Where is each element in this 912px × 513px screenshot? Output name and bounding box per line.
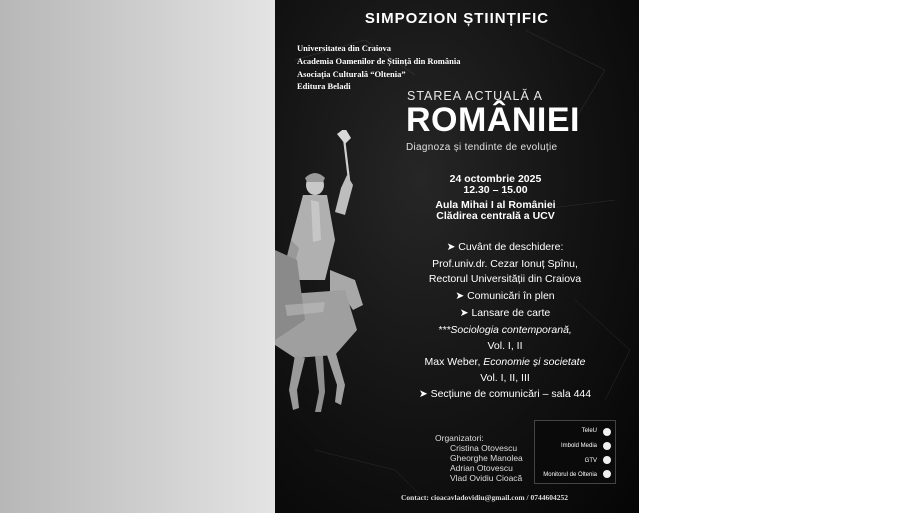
organization-line: Asociația Culturală “Oltenia”: [297, 69, 406, 79]
event-room: Aula Mihai I al României: [435, 199, 556, 211]
organizer-name: Vlad Ovidiu Cioacă: [450, 473, 523, 483]
organization-line: Universitatea din Craiova: [297, 43, 391, 53]
event-time: 12.30 – 15.00: [463, 184, 528, 196]
media-logo-icon: [603, 470, 611, 478]
media-partner-label: Monitorul de Oltenia: [543, 472, 597, 478]
book2-volumes: Vol. I, II, III: [480, 372, 530, 384]
event-date: 24 octombrie 2025: [449, 173, 542, 185]
organization-line: Editura Beladi: [297, 81, 351, 91]
media-partner-label: GTV: [584, 458, 597, 464]
poster: [275, 0, 639, 513]
organizer-name: Gheorghe Manolea: [450, 453, 523, 463]
media-logo-icon: [603, 442, 611, 450]
program-item-plenary: ➤ Comunicări în plen: [455, 290, 555, 302]
program-item-opening: ➤ Cuvânt de deschidere:: [446, 241, 564, 253]
media-logo-icon: [603, 456, 611, 464]
organizer-name: Adrian Otovescu: [450, 463, 513, 473]
organizers-heading: Organizatori:: [435, 433, 484, 443]
book2-author: Max Weber,: [424, 356, 484, 368]
book2-line: [365, 356, 639, 368]
book1-title: ***Sociologia contemporană,: [438, 324, 572, 336]
contact-info: Contact: cioacavladovidiu@gmail.com / 0744604252: [401, 493, 568, 502]
media-logo-icon: [603, 428, 611, 436]
program-item-book-launch: ➤ Lansare de carte: [459, 307, 551, 319]
organization-line: Academia Oamenilor de Știință din România: [297, 56, 461, 66]
program-item-sections: ➤ Secțiune de comunicări – sala 444: [418, 388, 592, 400]
main-title: ROMÂNIEI: [406, 101, 580, 139]
speaker-name: Prof.univ.dr. Cezar Ionuț Spînu,: [432, 258, 578, 270]
book1-volumes: Vol. I, II: [487, 340, 523, 352]
poster-title: SIMPOZION ȘTIINȚIFIC: [364, 10, 550, 27]
subtitle-top: STAREA ACTUALĂ A: [407, 89, 543, 103]
media-partners-box: [534, 420, 616, 484]
speaker-title: Rectorul Universității din Craiova: [428, 273, 582, 285]
book2-title: Economie și societate: [483, 356, 586, 368]
organizer-name: Cristina Otovescu: [450, 443, 518, 453]
background-left: [0, 0, 275, 513]
media-partner-label: Imbold Media: [560, 443, 597, 449]
event-building: Clădirea centrală a UCV: [436, 210, 555, 222]
media-partner-label: TeleU: [581, 428, 597, 434]
tagline: Diagnoza și tendinte de evoluție: [406, 142, 558, 153]
